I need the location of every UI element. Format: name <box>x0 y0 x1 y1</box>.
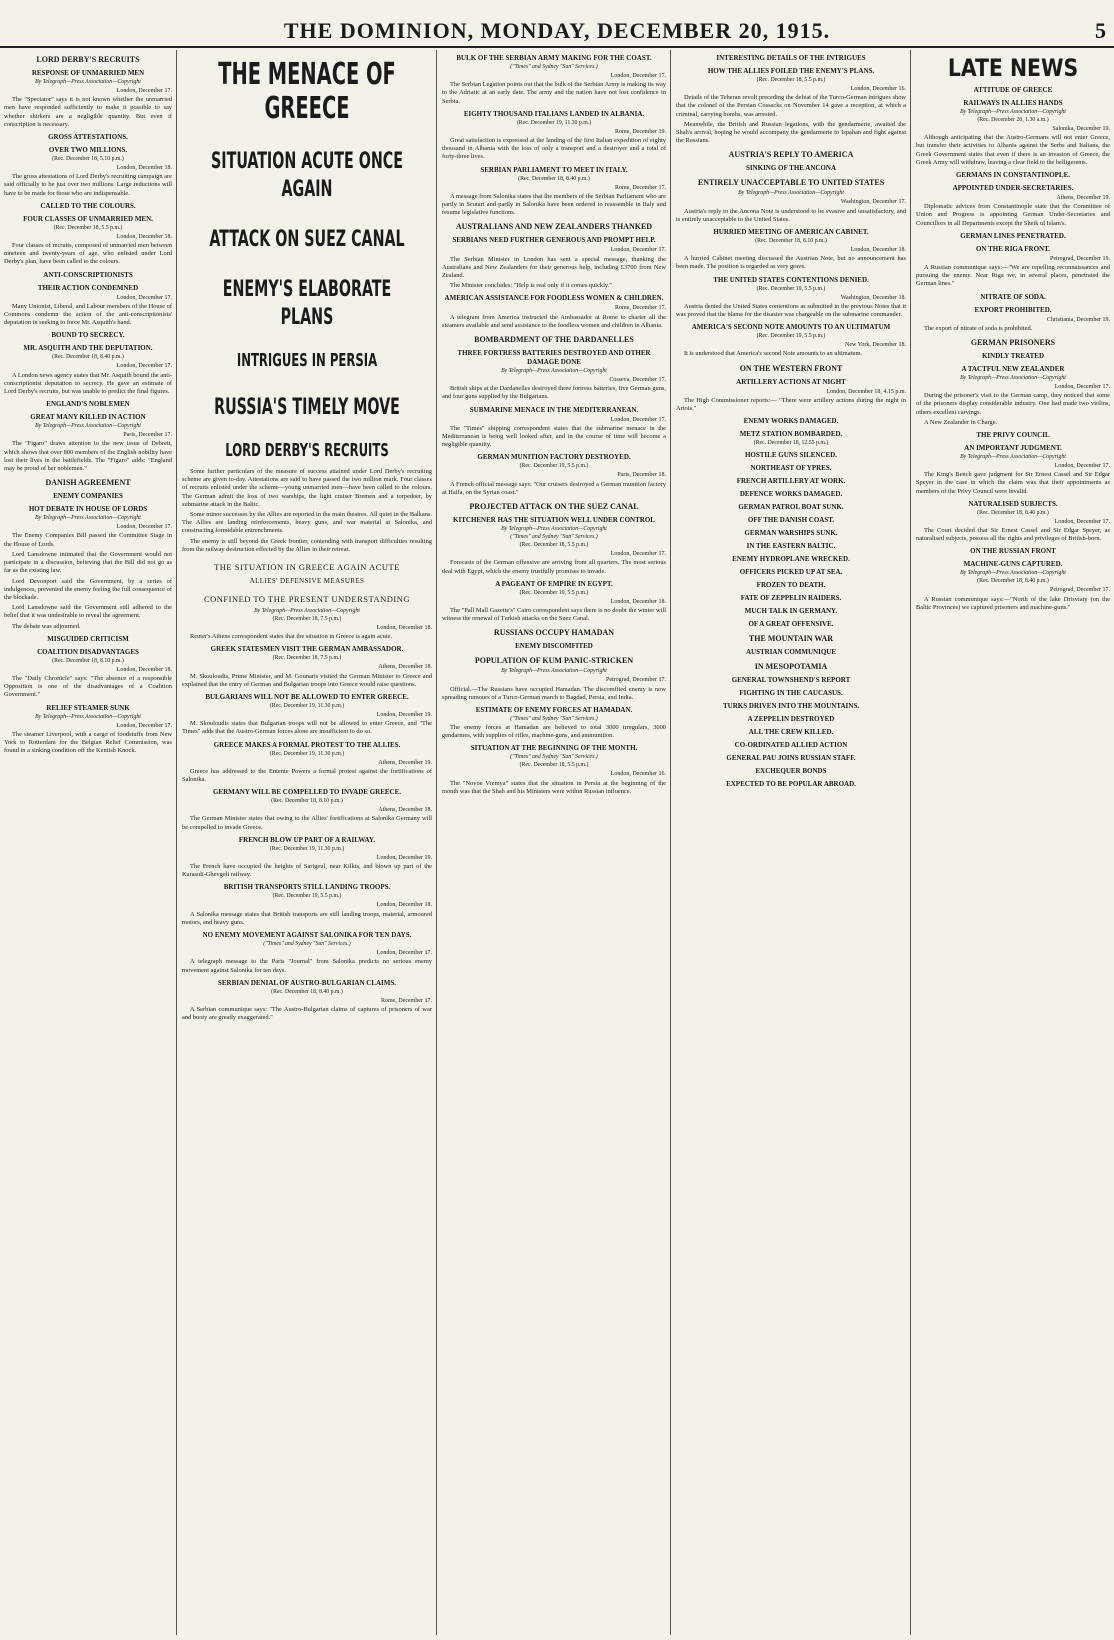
subheadline: TURKS DRIVEN INTO THE MOUNTAINS. <box>723 702 859 711</box>
headline: LORD DERBY'S RECRUITS <box>36 55 140 64</box>
paragraph: Forecasts of the German offensive are arriving from all quarters. The most serious deal with Egypt, which the enemy trustfully promises to invade. <box>442 559 666 575</box>
byline: By Telegraph—Press Association—Copyright <box>960 454 1066 461</box>
dateline: London, December 18. <box>850 247 906 254</box>
subheadline: A TACTFUL NEW ZEALANDER <box>961 365 1065 374</box>
received-date: (Rec. December 18, 7.5 p.m.) <box>272 655 342 662</box>
received-date: (Rec. December 18, 5.5 p.m.) <box>53 224 123 231</box>
dateline: Rome, December 17. <box>381 997 432 1004</box>
subheadline: EXCHEQUER BONDS <box>755 767 827 776</box>
column-divider <box>910 50 911 1635</box>
paragraph: A French official message says: "Our cruisers destroyed a German munition factory at Haifa, on the Syrian coast." <box>442 480 666 496</box>
dateline: London, December 17. <box>1054 384 1110 391</box>
paragraph: A hurried Cabinet meeting discussed the Austrian Note, but no announcement has been made. The position is regarded as very grave. <box>676 255 906 271</box>
subheadline: BULK OF THE SERBIAN ARMY MAKING FOR THE COAST. <box>456 54 652 62</box>
paragraph: Official.—The Russians have occupied Hamadan. The discomfited enemy is now spreading rumours of a Turco-German march to Bagdad, Persia, and India. <box>442 685 666 701</box>
byline: ("Times" and Sydney "Sun" Services.) <box>510 534 598 541</box>
paragraph: The Serbian Minister in London has sent a special message, thanking the Australians and New Zealanders for their generous help, including £3700 from New Zealand. <box>442 255 666 280</box>
subheadline: RESPONSE OF UNMARRIED MEN <box>31 69 145 77</box>
dateline: London, December 18, 4.15 p.m. <box>826 388 906 395</box>
subheadline: GROSS ATTESTATIONS. <box>48 133 128 142</box>
headline: ENTIRELY UNACCEPTABLE TO UNITED STATES <box>697 178 885 188</box>
dateline: London, December 17. <box>610 73 666 79</box>
received-date: (Rec. December 18, 5.5 p.m.) <box>756 77 826 83</box>
paragraph: Reuter's Athens correspondent states that the situation in Greece is again acute. <box>190 633 393 641</box>
paragraph: Some minor successes by the Allies are reported in the main theatres. All quiet in the Balkans. The Allies are landing reinforcements, heavy guns, and war material at Salonika, and constructing formidable entrenchments. <box>182 511 432 535</box>
subheadline: RAILWAYS IN ALLIES HANDS <box>963 99 1063 107</box>
subheadline: GENERAL TOWNSHEND'S REPORT <box>731 676 851 685</box>
subheadline: GENERAL PAU JOINS RUSSIAN STAFF. <box>726 754 856 763</box>
paragraph: The export of nitrate of soda is prohibited. <box>924 324 1033 332</box>
received-date: (Rec. December 18, 7.5 p.m.) <box>272 616 342 623</box>
subheadline: COALITION DISADVANTAGES <box>37 647 139 656</box>
subheadline: ESTIMATE OF ENEMY FORCES AT HAMADAN. <box>475 705 633 714</box>
received-date: (Rec. December 19, 5.5 p.m.) <box>519 589 589 596</box>
subheadline: NATURALISED SUBJECTS. <box>968 499 1058 508</box>
dateline: London, December 18. <box>376 625 432 632</box>
subheadline: ON THE RUSSIAN FRONT <box>970 547 1056 556</box>
dateline: London, December 16. <box>610 771 666 778</box>
subheadline: GREEK STATESMEN VISIT THE GERMAN AMBASSADOR. <box>210 645 404 654</box>
paragraph: The steamer Liverpool, with a cargo of foodstuffs from New York to Rotterdam for the Belgian Relief Commission, was found in a sinking condition off the Kentish Knock. <box>4 730 172 755</box>
headline: DANISH AGREEMENT <box>45 478 131 488</box>
late-news-title: LATE NEWS <box>947 54 1079 82</box>
byline: By Telegraph—Press Association—Copyright <box>35 515 141 522</box>
dateline: Salonika, December 19. <box>1052 126 1110 132</box>
headline: AUSTRALIANS AND NEW ZEALANDERS THANKED <box>455 222 653 232</box>
column-divider <box>436 50 437 1635</box>
paragraph: Details of the Teheran revolt preceding the defeat of the Turco-German intrigues show that the colonel of the Persian Cossacks on November 14 gave a reception, at which a criminal, carrying bombs, was arrested. <box>676 94 906 118</box>
column-5 <box>916 50 1110 1630</box>
subheadline: THREE FORTRESS BATTERIES DESTROYED AND OTHER DAMAGE DONE <box>457 349 651 367</box>
paragraph: The Serbian Legation points out that the bulk of the Serbian Army is making its way to the Adriatic at an early date. The army and the nation have not lost confidence in Serbia. <box>442 81 666 105</box>
paragraph: A Serbian communique says: "The Austro-Bulgarian claims of captures of prisoners of war and booty are greatly exaggerated." <box>182 1005 432 1022</box>
subheadline: AN IMPORTANT JUDGMENT. <box>964 444 1062 453</box>
display-headline: ATTACK ON SUEZ CANAL <box>209 227 405 252</box>
subheadline: OVER TWO MILLIONS. <box>48 146 128 155</box>
paragraph: The debate was adjourned. <box>12 622 81 630</box>
paragraph: During the prisoner's visit to the German camp, they noticed that some of the prisoners display considerable industry. One had made two violins, others excellent carvings. <box>916 392 1110 416</box>
headline: AUSTRIA'S REPLY TO AMERICA <box>728 150 854 160</box>
paragraph: M. Skouloudis states that Bulgarian troops will not be allowed to enter Greece, and "The Times" adds that the Austro-German forces alone are insufficient to do so. <box>182 720 432 736</box>
subheadline: FRENCH ARTILLERY AT WORK. <box>736 477 846 486</box>
byline: By Telegraph—Press Association—Copyright <box>960 109 1066 115</box>
dateline: London, December 17. <box>116 524 172 531</box>
subheadline: EXPECTED TO BE POPULAR ABROAD. <box>726 780 856 789</box>
byline: By Telegraph—Press Association—Copyright <box>501 526 607 533</box>
subheadline: DEFENCE WORKS DAMAGED. <box>739 490 843 499</box>
paragraph: Some further particulars of the measure of success attained under Lord Derby's recruiting scheme are given to-day. Attestations are said to have passed the two million mark. Four classes of recruits enlisted under the scheme—young unmarried men—have been called to the colours. The German admit the loss of two warships, the light cruiser Bremen and a torpedoer, by submarine attack in the Baltic. <box>182 468 432 508</box>
paragraph: It is understood that America's second Note amounts to an ultimatum. <box>684 350 863 358</box>
dateline: London, December 19. <box>376 854 432 861</box>
headline: RUSSIANS OCCUPY HAMADAN <box>493 628 615 638</box>
subheadline: A PAGEANT OF EMPIRE IN EGYPT. <box>495 579 613 588</box>
byline: By Telegraph—Press Association—Copyright <box>960 570 1066 577</box>
subheadline: GERMAN MUNITION FACTORY DESTROYED. <box>477 453 631 462</box>
section-headline: CONFINED TO THE PRESENT UNDERSTANDING <box>203 594 411 605</box>
subheadline: OF A GREAT OFFENSIVE. <box>748 620 834 629</box>
byline: ("Times" and Sydney "Sun" Services.) <box>510 715 598 722</box>
headline: PROJECTED ATTACK ON THE SUEZ CANAL <box>469 502 639 512</box>
paragraph: The High Commissioner reports:— "There were artillery actions during the night in Artois." <box>676 396 906 413</box>
subheadline: BRITISH TRANSPORTS STILL LANDING TROOPS. <box>223 883 391 892</box>
subheadline: OFF THE DANISH COAST. <box>747 516 835 525</box>
received-date: (Rec. December 19, 5.5 p.m.) <box>756 333 826 340</box>
received-date: (Rec. December 18, 8.40 p.m.) <box>518 175 590 182</box>
dateline: Athens, December 19. <box>378 759 432 766</box>
subheadline: ENEMY COMPANIES <box>53 492 123 501</box>
byline: ("Times" and Sydney "Sun" Services.) <box>510 754 598 761</box>
paragraph: Meanwhile, the British and Russian legations, with the gendarmerie, awaited the Shah's arrival, hoping he would accompany the gendarmerie to Ispahan and fight against the Russians. <box>676 120 906 145</box>
subheadline: HURRIED MEETING OF AMERICAN CABINET. <box>713 228 869 237</box>
paragraph: A telegraph message to the Paris "Journal" from Salonika predicts no serious enemy movement against Salonika for ten days. <box>182 958 432 974</box>
column-divider <box>176 50 177 1635</box>
subheadline: MISGUIDED CRITICISM <box>47 634 129 643</box>
subheadline: MUCH TALK IN GERMANY. <box>744 607 838 616</box>
subheadline: SERBIAN PARLIAMENT TO MEET IN ITALY. <box>480 165 628 174</box>
subheadline: ENEMY HYDROPLANE WRECKED. <box>732 555 850 564</box>
subheadline: METZ STATION BOMBARDED. <box>739 430 843 439</box>
subheadline: RELIEF STEAMER SUNK <box>46 703 130 712</box>
subheadline: FOUR CLASSES OF UNMARRIED MEN. <box>23 214 153 223</box>
headline: THE MOUNTAIN WAR <box>748 634 834 644</box>
byline: By Telegraph—Press Association—Copyright <box>501 368 607 375</box>
byline: By Telegraph—Press Association—Copyright <box>35 79 141 85</box>
subheadline: KITCHENER HAS THE SITUATION WELL UNDER CONTROL <box>453 516 655 525</box>
paragraph: A London news agency states that Mr. Asquith bound the anti-conscriptionist deputation to secrecy. He gave an estimate of Lord Derby's recruits, but was unable to predict the final figures. <box>4 371 172 396</box>
paragraph: A telegram from America instructed the Ambassador at Rome to charter all the steamers available and send assistance to the foodless women and children in Albania. <box>442 313 666 329</box>
subheadline: ENGLAND'S NOBLEMEN <box>46 400 130 409</box>
headline: ON THE WESTERN FRONT <box>739 363 843 373</box>
byline: By Telegraph—Press Association—Copyright <box>960 375 1066 382</box>
dateline: London, December 17. <box>116 363 172 370</box>
subheadline: HOSTILE GUNS SILENCED. <box>744 451 837 460</box>
received-date: (Rec. December 18, 8.10 p.m.) <box>52 657 124 664</box>
paragraph: Austria denied the United States contentions as submitted in the previous Notes that it was proved that the blame for the disaster was chargeable on the submarine commander. <box>676 302 906 319</box>
display-headline: RUSSIA'S TIMELY MOVE <box>214 395 400 420</box>
subheadline: SUBMARINE MENACE IN THE MEDITERRANEAN. <box>469 405 639 414</box>
subheadline: CALLED TO THE COLOURS. <box>40 201 136 210</box>
subheadline: ANTI-CONSCRIPTIONISTS <box>43 270 133 279</box>
subheadline: FROZEN TO DEATH. <box>756 581 826 590</box>
subheadline: GERMAN WARSHIPS SUNK. <box>744 529 838 538</box>
paragraph: A message from Salonika states that the members of the Serbian Parliament who are partly in Scutari and partly in Salonika have been ordered to reassemble in Italy and resume legislative functions. <box>442 192 666 217</box>
received-date: (Rec. December 19, 11.30 p.m.) <box>269 703 345 710</box>
received-date: (Rec. December 18, 5.5 p.m.) <box>519 542 589 549</box>
dateline: London, December 17. <box>1054 463 1110 470</box>
column-1 <box>4 50 172 1630</box>
byline: By Telegraph—Press Association—Copyright <box>254 608 360 615</box>
subheadline: ON THE RIGA FRONT. <box>975 244 1051 253</box>
received-date: (Rec. December 19, 11.30 p.m.) <box>516 119 592 126</box>
column-divider <box>670 50 671 1635</box>
received-date: (Rec. December 18, 8.40 p.m.) <box>52 354 124 361</box>
byline: By Telegraph—Press Association—Copyright <box>738 190 844 197</box>
subheadline: FATE OF ZEPPELIN RAIDERS. <box>740 594 842 603</box>
subheadline: EXPORT PROHIBITED. <box>974 305 1052 314</box>
dateline: London, December 16. <box>850 86 906 92</box>
subheadline: GREECE MAKES A FORMAL PROTEST TO THE ALLIES. <box>213 740 401 749</box>
column-4 <box>676 50 906 1630</box>
subheadline: SINKING OF THE ANCONA <box>745 164 837 173</box>
received-date: (Rec. December 18, 8.40 p.m.) <box>977 578 1049 585</box>
subheadline: MR. ASQUITH AND THE DEPUTATION. <box>23 344 153 353</box>
subheadline: GERMANY WILL BE COMPELLED TO INVADE GREECE. <box>212 788 402 797</box>
paragraph: The "Daily Chronicle" says: "The absence of a responsible Opposition is one of the disadvantages of a Coalition Government." <box>4 674 172 699</box>
byline: By Telegraph—Press Association—Copyright <box>501 668 607 675</box>
subheadline: ATTITUDE OF GREECE <box>973 86 1053 94</box>
dateline: London, December 19. <box>376 712 432 719</box>
display-headline: ENEMY'S ELABORATE PLANS <box>222 277 392 330</box>
display-headline: INTRIGUES IN PERSIA <box>236 350 378 371</box>
subheadline: GERMAN LINES PENETRATED. <box>960 231 1066 240</box>
subheadline: FRENCH BLOW UP PART OF A RAILWAY. <box>238 835 376 844</box>
dateline: Petrograd, December 17. <box>606 677 666 684</box>
received-date: (Rec. December 19, 11.30 p.m.) <box>269 845 345 852</box>
masthead <box>0 0 1114 48</box>
paragraph: Lord Lansdowne intimated that the Government would not participate in a discussion, believing that the Bill did not go as far as the existing law. <box>4 550 172 575</box>
dateline: London, December 17. <box>610 551 666 558</box>
subheadline: SERBIAN DENIAL OF AUSTRO-BULGARIAN CLAIMS. <box>217 978 397 987</box>
paragraph: The gross attestations of Lord Derby's recruiting campaign are said officially to be just over two millions. Large reductions will have to be made for those who are indispensable. <box>4 173 172 197</box>
paragraph: Diplomatic advices from Constantinople state that the Committee of Union and Progress is appointing German Under-Secretaries and Councillors in all Departments except the Sheik ul Islam's. <box>916 203 1110 227</box>
headline: POPULATION OF KUM PANIC-STRICKEN <box>474 656 634 666</box>
paragraph: The Enemy Companies Bill passed the Committee Stage in the House of Lords. <box>4 532 172 548</box>
display-headline: SITUATION ACUTE ONCE AGAIN <box>211 149 403 202</box>
paragraph: Four classes of recruits, composed of unmarried men between nineteen and twenty-years of age, who enlisted under Lord Derby's plan, have been called to the colours. <box>4 242 172 266</box>
received-date: (Rec. December 18, 8.10 p.m.) <box>271 798 343 805</box>
dateline: London, December 17. <box>116 88 172 94</box>
dateline: Athens, December 18. <box>378 807 432 814</box>
received-date: (Rec. December 18, 5.10 p.m.) <box>52 156 124 163</box>
display-headline: LORD DERBY'S RECRUITS <box>225 440 389 461</box>
subheadline: INTERESTING DETAILS OF THE INTRIGUES <box>716 54 866 62</box>
received-date: (Rec. December 20, 1.30 a.m.) <box>977 117 1049 123</box>
dateline: Rome, December 17. <box>615 305 666 312</box>
paragraph: A Salonika message states that British transports are still landing troops, material, armoured motors, and heavy guns. <box>182 910 432 926</box>
dateline: Athens, December 18. <box>378 664 432 671</box>
received-date: (Rec. December 19, 5.5 p.m.) <box>272 893 342 900</box>
dateline: London, December 17. <box>116 722 172 729</box>
dateline: New York, December 18. <box>845 342 906 349</box>
byline: By Telegraph—Press Association—Copyright <box>35 713 141 720</box>
subheadline: EIGHTY THOUSAND ITALIANS LANDED IN ALBANIA. <box>463 109 645 118</box>
subheadline: THEIR ACTION CONDEMNED <box>37 283 139 292</box>
subheadline: GERMANS IN CONSTANTINOPLE. <box>955 171 1071 180</box>
dateline: Paris, December 18. <box>617 472 666 479</box>
subheadline: BULGARIANS WILL NOT BE ALLOWED TO ENTER GREECE. <box>205 693 409 702</box>
page-number: 5 <box>1095 18 1106 43</box>
subheadline: HOT DEBATE IN HOUSE OF LORDS <box>28 505 148 514</box>
paragraph: The German Minister states that owing to the Allies' fortifications at Salonika Germany will be compelled to invade Greece. <box>182 815 432 831</box>
paragraph: British ships at the Dardanelles destroyed three fortress batteries, five German guns, and four guns supplied by the Bulgarians. <box>442 385 666 401</box>
dateline: London, December 17. <box>116 294 172 301</box>
paragraph: The enemy is still beyond the Greek frontier, contending with transport difficulties resulting from the railway destruction effected by the Allies in their retreat. <box>182 537 432 553</box>
dateline: London, December 17. <box>610 247 666 254</box>
dateline: London, December 18. <box>376 902 432 909</box>
paragraph: A New Zealander in Charge. <box>924 418 998 426</box>
subheadline: ENEMY DISCOMFITED <box>515 642 593 651</box>
paragraph: The Court decided that Sir Ernest Cassel and Sir Edgar Speyer, as naturalised subjects, possess all the rights and privileges of British-born. <box>916 527 1110 543</box>
headline: IN MESOPOTAMIA <box>754 662 828 672</box>
headline: GERMAN PRISONERS <box>970 338 1056 348</box>
subheadline: NO ENEMY MOVEMENT AGAINST SALONIKA FOR TEN DAYS. <box>202 931 412 940</box>
subheadline: AMERICA'S SECOND NOTE AMOUNTS TO AN ULTIMATUM <box>691 323 891 332</box>
dateline: Rome, December 17. <box>615 184 666 191</box>
subheadline: THE UNITED STATES CONTENTIONS DENIED. <box>713 275 869 284</box>
subheadline: GERMAN PATROL BOAT SUNK. <box>738 503 844 512</box>
dateline: London, December 18. <box>116 233 172 240</box>
subheadline: HOW THE ALLIES FOILED THE ENEMY'S PLANS. <box>707 67 875 75</box>
dateline: London, December 17. <box>610 416 666 423</box>
dateline: Rome, December 19. <box>615 128 666 135</box>
subheadline: SERBIANS NEED FURTHER GENEROUS AND PROMPT HELP. <box>452 236 656 245</box>
subheadline: CO-ORDINATED ALLIED ACTION <box>734 741 848 750</box>
subheadline: A ZEPPELIN DESTROYED <box>747 715 835 724</box>
subheadline: FIGHTING IN THE CAUCASUS. <box>739 689 843 698</box>
section-headline: THE SITUATION IN GREECE AGAIN ACUTE <box>214 562 400 573</box>
dateline: London, December 17. <box>376 950 432 957</box>
received-date: (Rec. December 19, 5.5 p.m.) <box>519 463 589 470</box>
dateline: Paris, December 17. <box>123 432 172 439</box>
received-date: (Rec. December 19, 5.5 p.m.) <box>756 285 826 292</box>
dateline: Petrograd, December 17. <box>1050 587 1110 594</box>
subheadline: NORTHEAST OF YPRES. <box>750 464 832 473</box>
subheadline: AUSTRIAN COMMUNIQUE <box>745 648 837 657</box>
subheadline: BOUND TO SECRECY. <box>51 331 125 340</box>
subheadline: AMERICAN ASSISTANCE FOR FOODLESS WOMEN & CHILDREN. <box>444 294 664 303</box>
dateline: London, December 18. <box>116 666 172 673</box>
paragraph: The French have occupied the heights of Sarigeul, near Kilkis, and blown up part of the Karasuli-Ghevgeli railway. <box>182 863 432 879</box>
subheadline: ARTILLERY ACTIONS AT NIGHT <box>736 377 846 386</box>
byline: By Telegraph—Press Association—Copyright <box>35 423 141 430</box>
paragraph: A Russian communique says:—"North of the lake Drisviaty (on the Baltic Provinces) we captured prisoners and machine-guns." <box>916 595 1110 611</box>
byline: ("Times" and Sydney "Sun" Services.) <box>510 64 598 70</box>
subheadline: IN THE EASTERN BALTIC. <box>746 542 836 551</box>
subheadline: THE PRIVY COUNCIL <box>976 431 1050 440</box>
paragraph: Many Unionist, Liberal, and Labour members of the House of Commons condemn the action of the anti-conscriptionists' deputation in seeking to force Mr. Asquith's hand. <box>4 302 172 327</box>
paragraph: The "Pall Mall Gazette's" Cairo correspondent says there is no doubt the winter will witness the renewal of Turkish attacks on the Suez Canal. <box>442 606 666 623</box>
dateline: London, December 17. <box>1054 518 1110 525</box>
dateline: Cosseva, December 17. <box>609 377 666 384</box>
received-date: (Rec. December 18, 8.40 p.m.) <box>977 509 1049 516</box>
column-3 <box>442 50 666 1630</box>
paragraph: Lord Lansdowne said the Government still adhered to the belief that it was undesirable to reveal the agreement. <box>4 604 172 620</box>
paragraph: A Russian communique says:—"We are repelling reconnaissances and pursuing the enemy. Near Riga we, in several places, penetrated the German lines." <box>916 264 1110 288</box>
subheadline: OFFICERS PICKED UP AT SEA. <box>739 568 843 577</box>
dateline: Athens, December 19. <box>1056 195 1110 202</box>
dateline: Washington, December 18. <box>840 294 906 301</box>
paragraph: The Minister concludes: "Help is real only if it comes quickly." <box>450 282 612 290</box>
received-date: (Rec. December 18, 12.55 p.m.) <box>753 440 829 447</box>
received-date: (Rec. December 18, 8.40 p.m.) <box>271 988 343 995</box>
paragraph: The "Figaro" draws attention to the new issue of Debrett, which shows that over 800 members of the English nobility have lost their lives in the battlefields. The "Figaro" adds: "England may be proud of her noblemen." <box>4 440 172 473</box>
dateline: London, December 18. <box>610 598 666 605</box>
paragraph: The "Times" shipping correspondent states that the submarine menace in the Mediterranean is being well looked after, and in the course of time will become a negligible quantity. <box>442 424 666 449</box>
paragraph: Lord Devonport said the Government, by a series of indulgences, prevented the enemy feeling the full consequence of the blockade. <box>4 577 172 601</box>
received-date: (Rec. December 18, 8.10 p.m.) <box>755 238 827 245</box>
subheadline: MACHINE-GUNS CAPTURED. <box>963 560 1063 569</box>
paragraph: The "Novoe Vremya" states that the situation in Persia at the beginning of the month was that the Shah and his Ministers were within Russian influence. <box>442 779 666 795</box>
received-date: (Rec. December 19, 11.30 p.m.) <box>269 750 345 757</box>
subheadline: KINDLY TREATED <box>981 352 1045 361</box>
subheadline: NITRATE OF SODA. <box>980 292 1046 301</box>
byline: ("Times" and Sydney "Sun" Services.) <box>263 941 351 948</box>
paragraph: The King's Bench gave judgment for Sir Ernest Cassel and Sir Edgar Speyer in the case in which the claim was that their appointments as members of the Privy Council were invalid. <box>916 471 1110 495</box>
paragraph: Greece has addressed to the Entente Powers a formal protest against the fortifications of Salonika. <box>182 767 432 784</box>
masthead-title: THE DOMINION, MONDAY, DECEMBER 20, 1915. <box>283 18 831 43</box>
paragraph: The "Spectator" says it is not known whether the unmarried men have responded sufficiently to make it possible to say whether shirkers are a negligible quantity. But even if conscription is necessary. <box>4 96 172 128</box>
subheadline: APPOINTED UNDER-SECRETARIES. <box>952 184 1074 193</box>
section-subheadline: ALLIES' DEFENSIVE MEASURES <box>249 577 365 586</box>
column-2 <box>182 50 432 1630</box>
headline: BOMBARDMENT OF THE DARDANELLES <box>474 335 634 345</box>
dateline: Washington, December 17. <box>840 199 906 206</box>
subheadline: SITUATION AT THE BEGINNING OF THE MONTH. <box>470 744 638 753</box>
paragraph: M. Skouloudis, Prime Minister, and M. Gounaris visited the German Minister to Greece and explained that the entry of German and Bulgarian troops into Greece would raise questions. <box>182 672 432 688</box>
paragraph: The enemy forces at Hamadan are believed to total 3000 irregulars, 3000 gendarmes, with supplies of rifles, machine-guns, and ammunition. <box>442 723 666 740</box>
paragraph: Great satisfaction is expressed at the landing of the first Italian expedition of eighty thousand in Albania with the loss of only a transport and a destroyer and a total of forty-three lives. <box>442 137 666 161</box>
subheadline: ENEMY WORKS DAMAGED. <box>743 417 839 426</box>
paragraph: Austria's reply to the Ancona Note is understood to be evasive and unsatisfactory, and is entirely unacceptable to the United States. <box>676 207 906 223</box>
dateline: Petrograd, December 19. <box>1050 255 1110 262</box>
dateline: Christiania, December 19. <box>1047 316 1110 323</box>
subheadline: GREAT MANY KILLED IN ACTION <box>30 413 146 422</box>
subheadline: ALL THE CREW KILLED. <box>748 728 834 737</box>
received-date: (Rec. December 18, 5.5 p.m.) <box>519 762 589 769</box>
banner-headline: THE MENACE OF GREECE <box>218 57 396 126</box>
paragraph: Although anticipating that the Austro-Germans will not enter Greece, but transfer their activities to Albania against the Serbs and Italians, the Greek Government states that even if there is an invasion of Greece, the Greek Army will withdraw, leaving a clear field to the belligerents. <box>916 134 1110 166</box>
dateline: London, December 18. <box>116 165 172 172</box>
